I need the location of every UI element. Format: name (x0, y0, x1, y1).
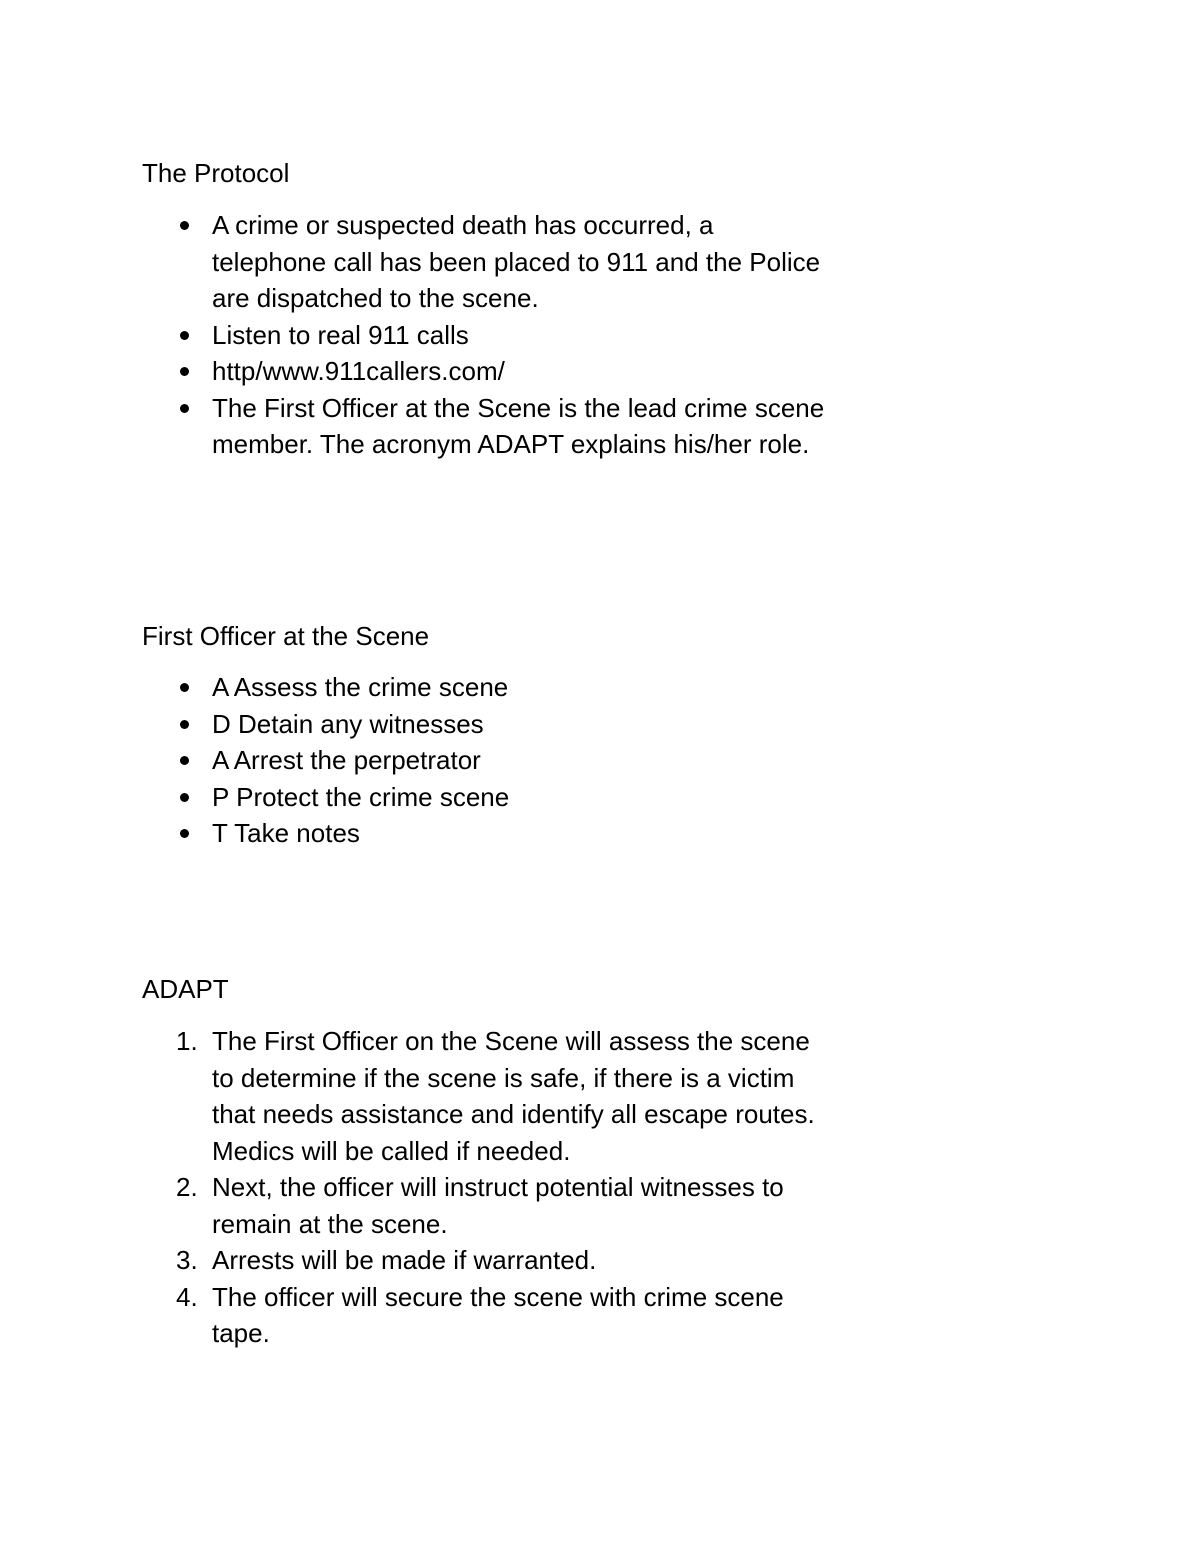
list-item (176, 669, 509, 706)
list-item (176, 1242, 832, 1279)
list-item (176, 1169, 832, 1242)
list-item-text: Arrests will be made if warranted. (212, 1245, 597, 1275)
list-item-number: 4. (176, 1281, 198, 1312)
list-item-text: Next, the officer will instruct potential witnesses to remain at the scene. (212, 1172, 784, 1239)
list-item (176, 706, 509, 743)
list-item-text: A Assess the crime scene (212, 672, 509, 702)
list-item-text: The officer will secure the scene with crime scene tape. (212, 1281, 784, 1348)
list-item (176, 353, 912, 390)
section-title-first-officer: First Officer at the Scene (142, 621, 430, 651)
list-item (176, 1279, 832, 1352)
bullet-icon (180, 331, 189, 340)
list-item-text: A crime or suspected death has occurred, a telephone call has been placed to 911 and the Police are dispatched to the scene. (212, 210, 821, 313)
list-item-text: Listen to real 911 calls (212, 319, 469, 350)
list-item (176, 390, 912, 463)
section-title-protocol: The Protocol (142, 158, 290, 188)
list-item-text: D Detain any witnesses (212, 708, 484, 739)
list-item (176, 779, 509, 816)
bullet-icon (180, 221, 189, 230)
list-item-number: 1. (176, 1026, 198, 1056)
adapt-list (176, 1023, 832, 1352)
bullet-icon (180, 756, 189, 765)
section-title-adapt: ADAPT (142, 974, 229, 1004)
list-item-text: T Take notes (212, 818, 360, 848)
bullet-icon (180, 793, 189, 802)
list-item-number: 3. (176, 1245, 198, 1275)
list-item-text: A Arrest the perpetrator (212, 745, 481, 775)
bullet-icon (180, 404, 189, 413)
bullet-icon (180, 829, 189, 838)
list-item-link-text: http/www.911callers.com/ (212, 356, 505, 386)
protocol-list (176, 207, 912, 463)
bullet-icon (180, 683, 189, 692)
list-item (176, 317, 912, 354)
list-item (176, 1023, 832, 1169)
list-item-text: P Protect the crime scene (212, 781, 510, 812)
list-item (176, 742, 509, 779)
bullet-icon (180, 720, 189, 729)
list-item-text: The First Officer at the Scene is the lead crime scene member. The acronym ADAPT explains his/her role. (212, 392, 825, 459)
list-item-text: The First Officer on the Scene will assess the scene to determine if the scene is safe, if there is a victim that needs assistance and identify all escape routes. Medics will be called if needed. (212, 1026, 815, 1166)
list-item-number: 2. (176, 1172, 198, 1202)
list-item (176, 815, 509, 852)
bullet-icon (180, 367, 189, 376)
first-officer-list (176, 669, 509, 852)
list-item (176, 207, 832, 317)
